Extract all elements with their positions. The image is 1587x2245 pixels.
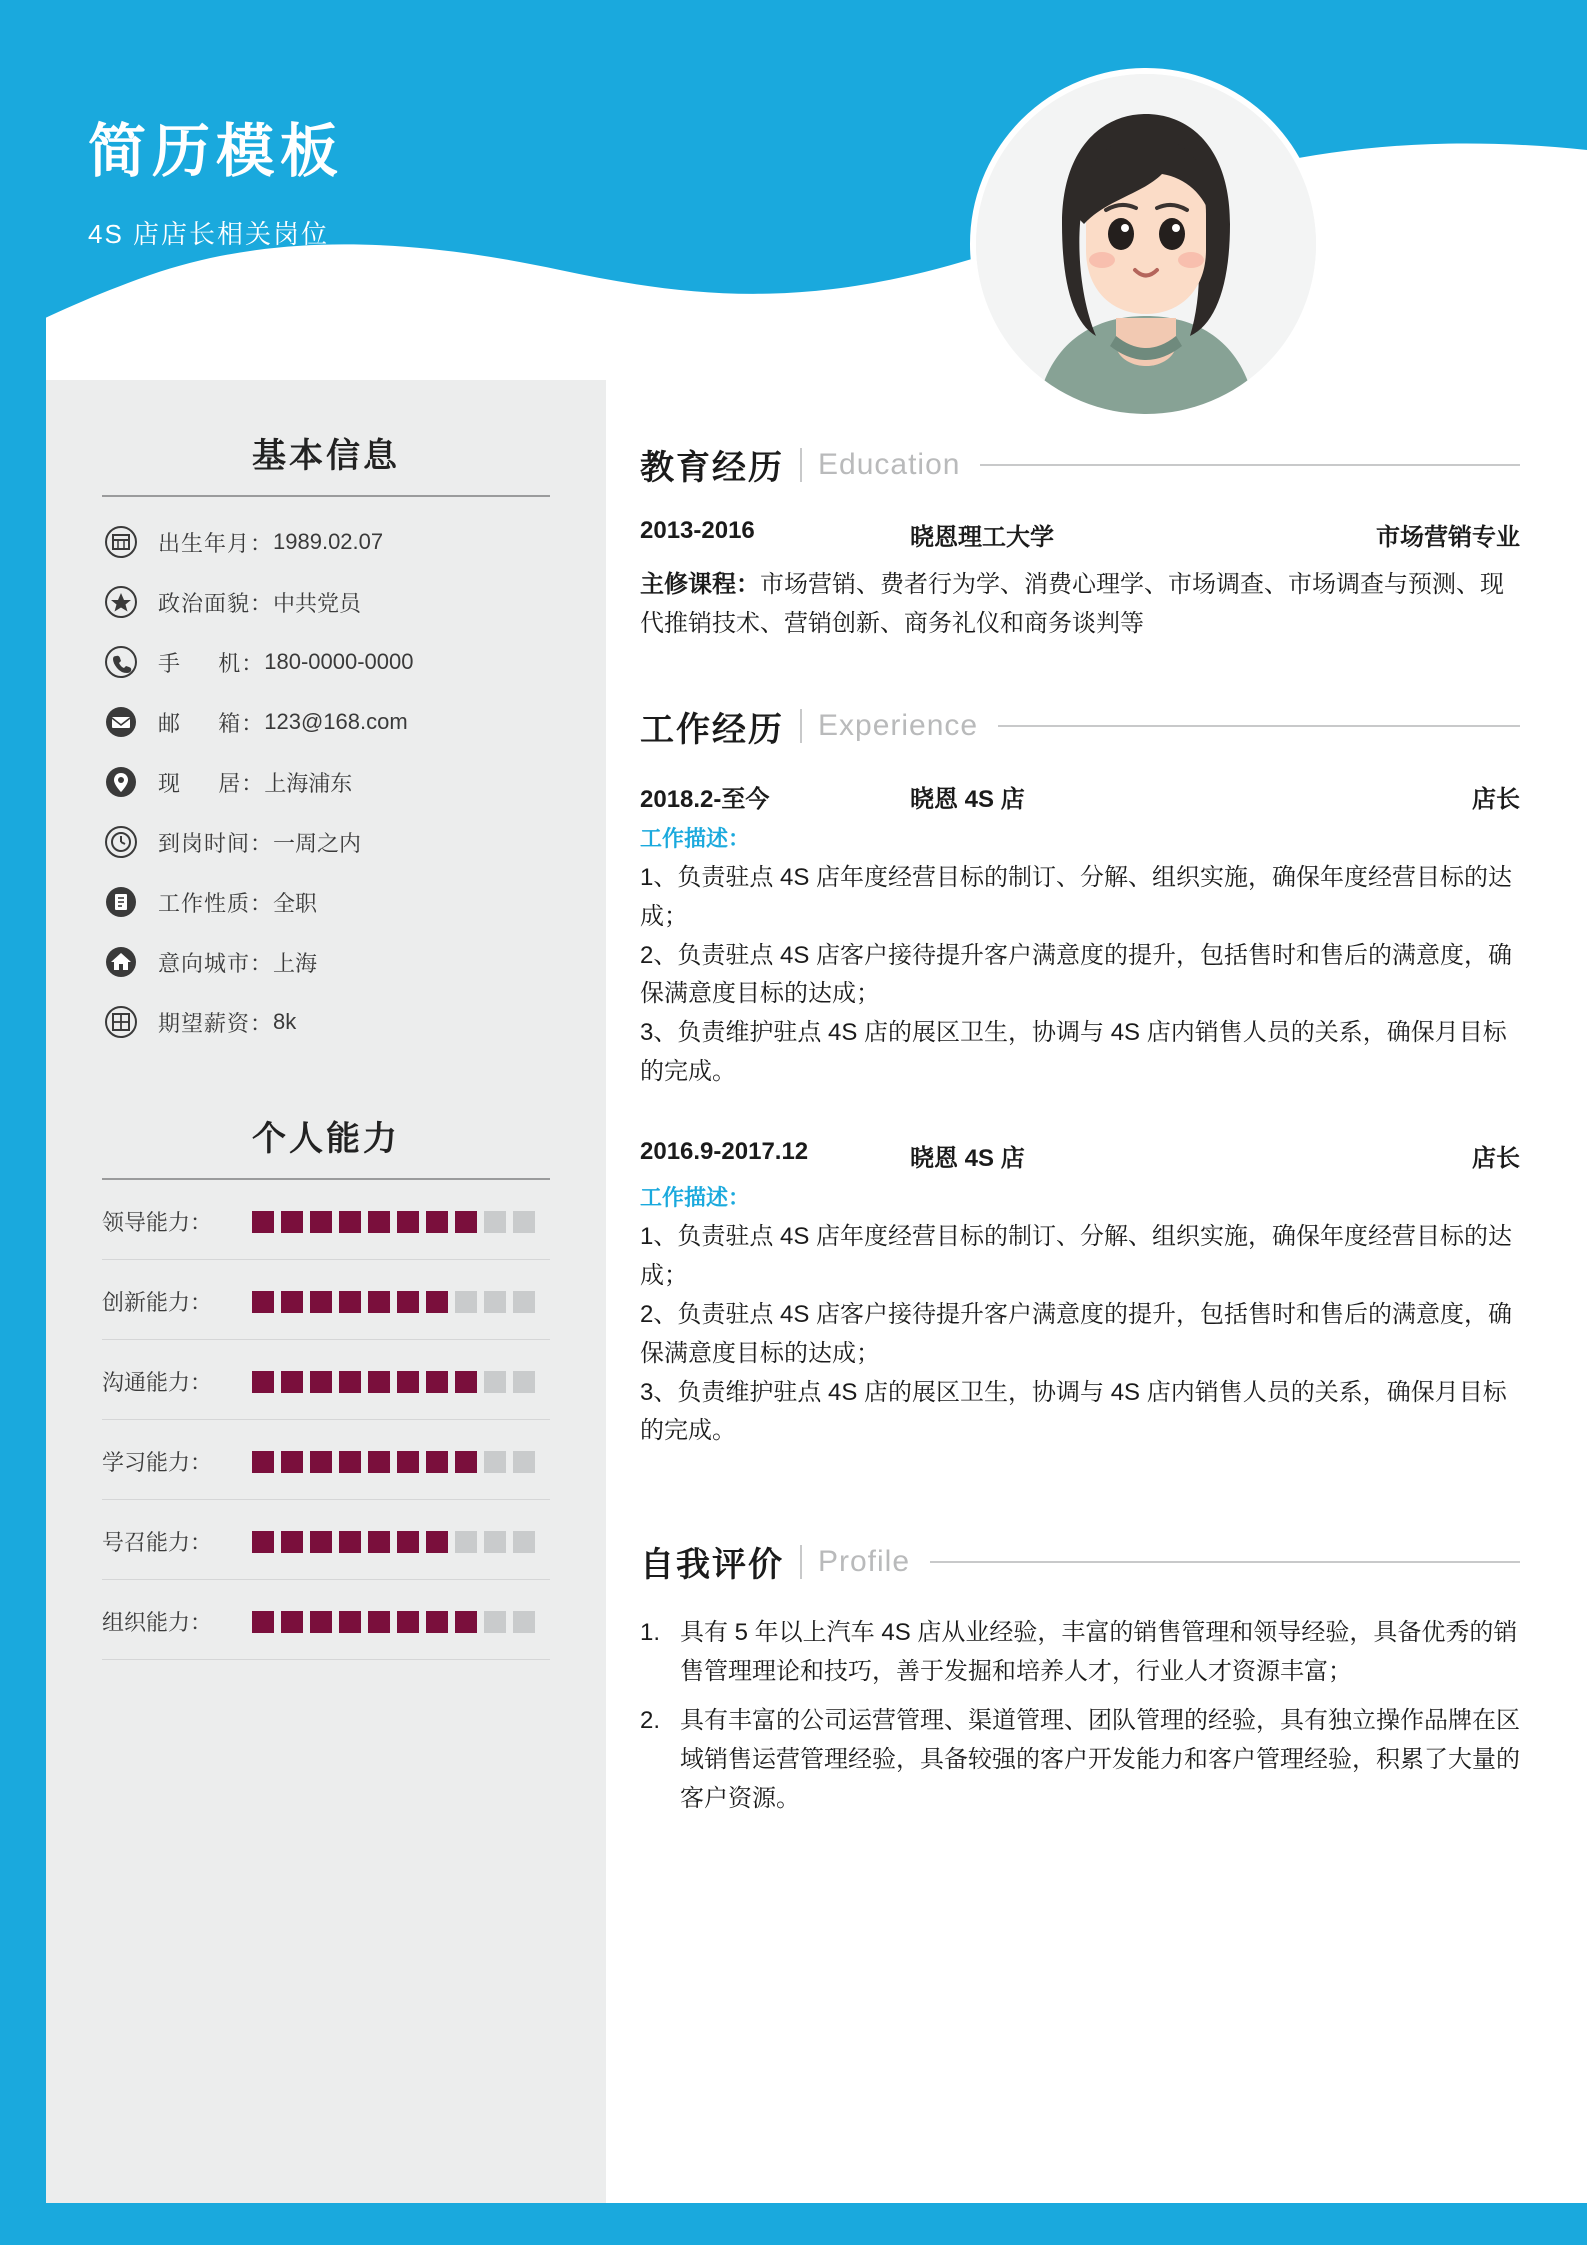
mail-icon	[102, 703, 140, 741]
experience-entry	[640, 1138, 1520, 1451]
divider	[998, 725, 1520, 727]
star-icon	[102, 583, 140, 621]
location-icon	[102, 763, 140, 801]
divider	[930, 1561, 1520, 1563]
list-item-label: 政治面貌：	[158, 590, 274, 616]
profile-section-header	[640, 1537, 1520, 1586]
job-company: 晓恩 4S 店	[910, 785, 1025, 813]
skill-label: 沟通能力：	[102, 1370, 213, 1395]
avatar	[970, 68, 1322, 420]
skills-title: 个人能力	[252, 1120, 400, 1158]
job-date: 2018.2-至今	[640, 785, 770, 813]
job-bullet: 2、负责驻点 4S 店客户接待提升客户满意度的提升，包括售时和售后的满意度，确保满意度目标的达成；	[640, 1300, 1513, 1367]
list-item	[102, 1003, 550, 1041]
experience-section-header	[640, 702, 1520, 751]
list-item-label: 现 居：	[158, 770, 265, 796]
section-title-cn: 自我评价	[640, 1546, 784, 1585]
job-title: 店长	[1472, 1145, 1520, 1172]
list-item-value: 上海浦东	[264, 770, 353, 796]
section-title-cn: 工作经历	[640, 710, 784, 749]
list-item-label: 期望薪资：	[158, 1010, 274, 1036]
divider	[800, 709, 802, 743]
list-item	[102, 583, 550, 621]
section-title-en: Experience	[818, 709, 979, 743]
list-item	[102, 943, 550, 981]
clock-icon	[102, 823, 140, 861]
skill-label: 号召能力：	[102, 1530, 213, 1555]
skill-meter	[252, 1371, 535, 1393]
phone-icon	[102, 643, 140, 681]
divider	[102, 1259, 550, 1260]
skill-label: 领导能力：	[102, 1210, 213, 1235]
courses-text: 市场营销、费者行为学、消费心理学、市场调查、市场调查与预测、现代推销技术、营销创新、商务礼仪和商务谈判等	[640, 571, 1504, 637]
divider	[102, 495, 550, 497]
list-item	[102, 1206, 550, 1260]
list-item-label: 出生年月：	[158, 530, 274, 556]
sidebar	[46, 380, 606, 2203]
list-item	[102, 1366, 550, 1420]
job-desc-label: 工作描述：	[640, 825, 751, 851]
list-item-value: 中共党员	[273, 590, 362, 616]
section-title-en: Education	[818, 447, 961, 481]
education-major: 市场营销专业	[1376, 524, 1520, 551]
list-item	[102, 1446, 550, 1500]
list-item	[102, 823, 550, 861]
education-school: 晓恩理工大学	[910, 524, 1054, 551]
job-bullet: 3、负责维护驻点 4S 店的展区卫生，协调与 4S 店内销售人员的关系，确保月目标的完成。	[640, 1378, 1507, 1445]
education-entry	[640, 517, 1520, 644]
skill-meter	[252, 1291, 535, 1313]
divider	[102, 1339, 550, 1340]
list-item-value: 180-0000-0000	[264, 649, 414, 674]
grid-icon	[102, 1003, 140, 1041]
divider	[102, 1419, 550, 1420]
skill-label: 学习能力：	[102, 1450, 213, 1475]
list-item: 具有 5 年以上汽车 4S 店从业经验，丰富的销售管理和领导经验，具备优秀的销售管理理论和技巧，善于发掘和培养人才，行业人才资源丰富；	[680, 1619, 1518, 1686]
main-content	[640, 440, 1520, 1829]
document-icon	[102, 883, 140, 921]
list-item-label: 到岗时间：	[158, 830, 274, 856]
skill-meter	[252, 1451, 535, 1473]
list-item-value: 一周之内	[273, 830, 362, 856]
section-title-en: Profile	[818, 1544, 911, 1578]
divider	[102, 1659, 550, 1660]
list-item-value: 上海	[273, 950, 318, 976]
list-item-value: 1989.02.07	[273, 529, 384, 554]
divider	[102, 1178, 550, 1180]
education-date: 2013-2016	[640, 517, 755, 544]
page-title: 简历模板	[88, 119, 345, 184]
skill-label: 组织能力：	[102, 1610, 213, 1635]
skill-meter	[252, 1611, 535, 1633]
basic-info-title: 基本信息	[252, 437, 400, 475]
section-title-cn: 教育经历	[640, 449, 784, 487]
job-company: 晓恩 4S 店	[910, 1145, 1025, 1172]
list-item	[102, 643, 550, 681]
divider	[102, 1499, 550, 1500]
list-item	[102, 883, 550, 921]
left-accent-bar	[0, 0, 46, 2245]
divider	[102, 1579, 550, 1580]
list-item-label: 手 机：	[158, 650, 265, 676]
list-item-value: 全职	[273, 890, 318, 916]
divider	[980, 464, 1520, 466]
job-bullet: 2、负责驻点 4S 店客户接待提升客户满意度的提升，包括售时和售后的满意度，确保满意度目标的达成；	[640, 941, 1513, 1008]
job-bullet: 3、负责维护驻点 4S 店的展区卫生，协调与 4S 店内销售人员的关系，确保月目标的完成。	[640, 1019, 1507, 1086]
education-section-header	[640, 440, 1520, 489]
basic-info-list	[102, 523, 550, 1041]
home-icon	[102, 943, 140, 981]
list-item	[102, 523, 550, 561]
job-date: 2016.9-2017.12	[640, 1138, 809, 1165]
profile-list	[640, 1614, 1520, 1818]
list-item	[102, 1606, 550, 1660]
skills-list	[102, 1206, 550, 1660]
list-item	[102, 1286, 550, 1340]
list-item-label: 工作性质：	[158, 890, 274, 916]
skill-meter	[252, 1531, 535, 1553]
skill-label: 创新能力：	[102, 1290, 213, 1315]
list-item	[102, 1526, 550, 1580]
list-item	[102, 763, 550, 801]
job-bullet: 1、负责驻点 4S 店年度经营目标的制订、分解、组织实施，确保年度经营目标的达成；	[640, 1223, 1513, 1289]
job-bullet: 1、负责驻点 4S 店年度经营目标的制订、分解、组织实施，确保年度经营目标的达成；	[640, 863, 1513, 930]
list-item-label: 意向城市：	[158, 950, 274, 976]
experience-entry	[640, 779, 1520, 1092]
bottom-accent-bar	[0, 2203, 1587, 2245]
courses-label: 主修课程：	[640, 571, 760, 598]
calendar-icon	[102, 523, 140, 561]
divider	[800, 448, 802, 482]
list-item-label: 邮 箱：	[158, 710, 265, 736]
list-item-value: 8k	[273, 1009, 297, 1034]
job-desc-label: 工作描述：	[640, 1185, 751, 1210]
list-item-value: 123@168.com	[264, 709, 408, 734]
list-item	[102, 703, 550, 741]
job-title: 店长	[1472, 785, 1520, 813]
skill-meter	[252, 1211, 535, 1233]
divider	[800, 1545, 802, 1579]
header-text	[88, 120, 344, 251]
list-item: 具有丰富的公司运营管理、渠道管理、团队管理的经验，具有独立操作品牌在区域销售运营管理经验，具备较强的客户开发能力和客户管理经验，积累了大量的客户资源。	[680, 1707, 1520, 1812]
page-subtitle: 4S 店店长相关岗位	[88, 218, 330, 249]
